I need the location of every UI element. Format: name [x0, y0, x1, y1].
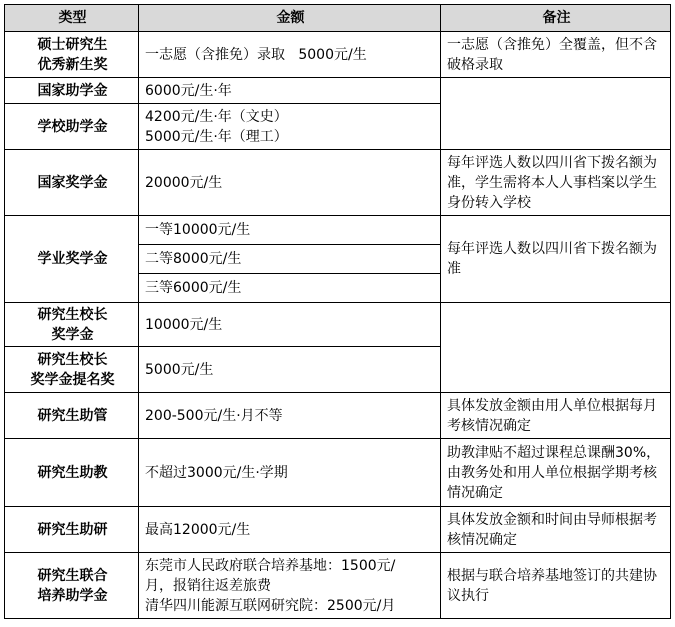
- type-cell: [5, 553, 139, 619]
- table-row: [5, 32, 671, 78]
- note-text: 每年评选人数以四川省下拨名额为准: [447, 241, 657, 277]
- amount-cell: 不超过3000元/生·学期: [139, 439, 441, 507]
- amount-cell: [139, 553, 441, 619]
- note-cell: [441, 507, 671, 553]
- type-cell: 研究生助研: [5, 507, 139, 553]
- type-cell: 学业奖学金: [5, 216, 139, 303]
- note-text: 每年评选人数以四川省下拨名额为准，学生需将本人人事档案以学生身份转入学校: [447, 154, 657, 211]
- amount-cell: 10000元/生: [139, 303, 441, 347]
- type-cell: [5, 303, 139, 347]
- type-line: 研究生联合: [37, 567, 108, 584]
- amount-cell: 6000元/生·年: [139, 78, 441, 104]
- type-line: 研究生校长: [37, 351, 108, 368]
- type-cell: [5, 32, 139, 78]
- type-cell: 国家奖学金: [5, 150, 139, 216]
- table-row: [5, 507, 671, 553]
- amount-cell: 200-500元/生·月不等: [139, 393, 441, 439]
- type-line: 培养助学金: [37, 587, 108, 604]
- amount-line: 东莞市人民政府联合培养基地：1500元/: [145, 557, 396, 574]
- amount-line: 5000元/生·年（理工）: [145, 128, 288, 145]
- type-cell: 研究生助教: [5, 439, 139, 507]
- type-cell: [5, 347, 139, 393]
- table-row: [5, 439, 671, 507]
- type-line: 奖学金提名奖: [30, 371, 115, 388]
- note-text: 一志愿（含推免）全覆盖，但不含破格录取: [447, 36, 657, 73]
- amount-line: 清华四川能源互联网研究院：2500元/月: [145, 597, 396, 614]
- amount-cell: 20000元/生: [139, 150, 441, 216]
- header-type: 类型: [5, 5, 139, 32]
- note-text: 具体发放金额由用人单位根据每月考核情况确定: [447, 397, 657, 434]
- amount-cell: 二等8000元/生: [139, 245, 441, 274]
- note-cell: [441, 150, 671, 216]
- note-cell: [441, 216, 671, 303]
- table-row: [5, 553, 671, 619]
- amount-cell: [139, 104, 441, 150]
- amount-cell: 5000元/生: [139, 347, 441, 393]
- amount-cell: [139, 32, 441, 78]
- amount-text: 一志愿（含推免）录取 5000元/生: [145, 46, 367, 63]
- note-cell: [441, 553, 671, 619]
- type-cell: 学校助学金: [5, 104, 139, 150]
- amount-line: 月，报销往返差旅费: [145, 577, 271, 594]
- type-cell: 研究生助管: [5, 393, 139, 439]
- table-row: [5, 216, 671, 245]
- table-row: [5, 393, 671, 439]
- table-header-row: [5, 5, 671, 32]
- note-cell: [441, 303, 671, 393]
- amount-cell: 一等10000元/生: [139, 216, 441, 245]
- scholarship-table: [4, 4, 671, 619]
- amount-line: 4200元/生·年（文史）: [145, 108, 288, 125]
- header-note: 备注: [441, 5, 671, 32]
- amount-cell: 三等6000元/生: [139, 274, 441, 303]
- type-cell: 国家助学金: [5, 78, 139, 104]
- note-cell: [441, 393, 671, 439]
- table-row: [5, 303, 671, 347]
- type-line: 优秀新生奖: [37, 56, 108, 73]
- table-row: [5, 78, 671, 104]
- note-cell: [441, 78, 671, 150]
- table-row: [5, 150, 671, 216]
- note-text: 根据与联合培养基地签订的共建协议执行: [447, 567, 657, 604]
- note-text: 具体发放金额和时间由导师根据考核情况确定: [447, 511, 657, 548]
- type-line: 研究生校长: [37, 306, 108, 323]
- note-cell: [441, 32, 671, 78]
- type-line: 奖学金: [51, 326, 94, 343]
- note-cell: [441, 439, 671, 507]
- header-amount: 金额: [139, 5, 441, 32]
- amount-cell: 最高12000元/生: [139, 507, 441, 553]
- note-text: 助教津贴不超过课程总课酬30%，由教务处和用人单位根据学期考核情况确定: [447, 444, 661, 501]
- type-line: 硕士研究生: [37, 36, 108, 53]
